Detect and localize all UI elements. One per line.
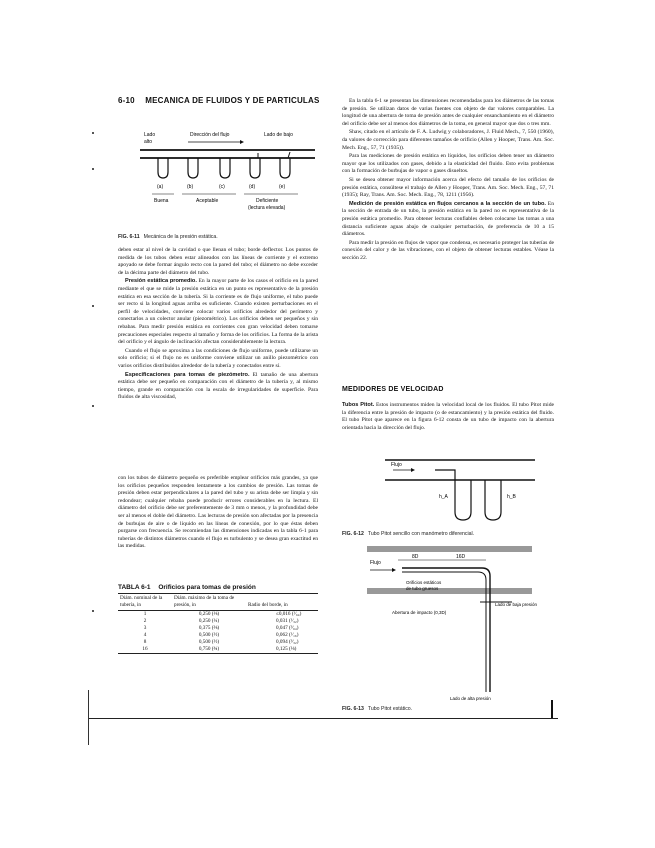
manometer-u-tube bbox=[455, 480, 471, 520]
table-cell: 8 bbox=[143, 639, 147, 645]
table-row bbox=[118, 611, 318, 619]
page-number: 6-10 bbox=[118, 96, 135, 105]
figure-6-13-pitot-static-tube bbox=[362, 542, 537, 702]
scan-right-mark bbox=[551, 700, 553, 718]
fig13-flow-label: Flujo bbox=[370, 560, 381, 566]
figure-6-11-pressure-taps bbox=[130, 122, 320, 234]
fig13-high-side: Lado de alta presión bbox=[450, 696, 491, 701]
table-header: Diám. nominal de la tubería, in bbox=[118, 594, 172, 611]
table-row bbox=[118, 625, 318, 632]
paragraph bbox=[118, 372, 318, 402]
impact-tube bbox=[435, 470, 455, 480]
scan-speck bbox=[92, 305, 94, 307]
tap-a bbox=[158, 158, 168, 178]
fig11-label-low: Lado de bajo bbox=[264, 132, 293, 138]
paragraph: Cuando el flujo se aproxima a las condiciones de flujo uniforme, puede utilizarse un solo orificio; si el flujo no es uniforme conviene utilizar un anillo piezométrico con varios orificios distribuidos alrededor de la tubería y conectados entre sí. bbox=[118, 347, 318, 369]
scan-speck bbox=[92, 132, 94, 134]
table-row bbox=[118, 646, 318, 654]
paragraph: Si se desea obtener mayor información acerca del efecto del tamaño de los orificios de presión estática, consúltese el trabajo de Allen y Hooper, Trans. Am. Soc. Mech. Eng., 57, 71 (1935); Ray, Trans. Am. Soc. Mech. Eng., 78, 1211 (1956). bbox=[342, 176, 554, 199]
figure-6-11-caption bbox=[118, 234, 218, 240]
table-cell: 0,047 (³⁄₆₄) bbox=[276, 625, 299, 631]
table-cell: 16 bbox=[118, 646, 172, 654]
paragraph-body: El tamaño de una abertura estática debe ser pequeño en comparación con el diámetro de la tubería y, al mismo tiempo, grande en comparación con la escala de irregularidades de superficie. Para fluidos de alta viscosidad, bbox=[118, 371, 318, 401]
fig11-tap-c-label: (c) bbox=[219, 184, 225, 190]
left-column-text-1 bbox=[118, 247, 318, 403]
paragraph bbox=[118, 278, 318, 346]
table-cell: 0,250 (¼) bbox=[198, 618, 220, 624]
fig12-flow-label: Flujo bbox=[391, 462, 402, 468]
table-header: Diám. máximo de la toma de presión, in bbox=[172, 594, 246, 611]
paragraph-body: En la mayor parte de los casos el orificio en la pared mediante el que se mide la presión estática en un punto es representativo de la presión estática en esa sección de la tubería. Si la corriente es de flujo uniforme, el tubo puede ser recto si la longitud aguas arriba es suficiente. Cuando existen perturbaciones en el perfil de velocidades, conviene colocar varios orificios alrededor del perímetro y conectarlos a un colector anular (piezométrico). Los orificios deben ser pequeños y sin rebabas. Para medir presión estática en corrientes con gran velocidad deben tomarse precauciones especiales respecto al tamaño y forma de los orificios. La forma de la arista del orificio y el ángulo de inclinación afectan considerablemente la lectura. bbox=[118, 278, 318, 346]
run-in-heading: Tubos Pitot. bbox=[342, 402, 375, 408]
table-cell: 0,094 (³⁄₃₂) bbox=[276, 639, 299, 645]
table-6-1 bbox=[118, 593, 318, 654]
figure-6-11-caption-number: FIG. 6-11 bbox=[118, 234, 140, 240]
fig11-group-deficient: Deficiente bbox=[256, 198, 279, 204]
page-header bbox=[118, 96, 320, 105]
pipe-wall-top bbox=[367, 546, 532, 552]
table-cell: 0,500 (½) bbox=[198, 639, 220, 645]
pipe-wall-bottom bbox=[367, 588, 532, 594]
table-cell: 0,500 (½) bbox=[198, 632, 220, 638]
fig11-tap-d-label: (d) bbox=[249, 184, 256, 190]
tap-b bbox=[188, 158, 198, 178]
table-cell: 0,031 (¹⁄₃₂) bbox=[276, 618, 299, 624]
fig13-static-holes: Orificios estáticos bbox=[406, 580, 442, 585]
page-bottom-rule bbox=[88, 718, 558, 719]
figure-6-12-caption-text: Tubo Pitot sencillo con manómetro diferencial. bbox=[367, 531, 475, 537]
table-cell: 0,062 (¹⁄₁₆) bbox=[276, 632, 299, 638]
table-cell: 0,125 (⅛) bbox=[246, 646, 318, 654]
table-cell: ≤0,016 (¹⁄₆₄) bbox=[276, 611, 302, 617]
fig11-label-direction: Dirección del flujo bbox=[190, 132, 230, 138]
figure-6-13-caption bbox=[342, 706, 412, 712]
tap-c bbox=[220, 158, 230, 178]
scan-left-edge bbox=[88, 690, 89, 745]
run-in-heading: Medición de presión estática en flujos cercanos a la sección de un tubo. bbox=[349, 200, 546, 207]
running-title: MECANICA DE FLUIDOS Y DE PARTICULAS bbox=[145, 96, 320, 105]
fig11-group-deficient-2: (lectura elevada) bbox=[248, 205, 286, 211]
figure-6-12-pitot-tube bbox=[375, 452, 545, 532]
table-cell: 4 bbox=[143, 632, 147, 638]
figure-6-12-caption-number: FIG. 6-12 bbox=[342, 531, 364, 537]
table-number: TABLA 6-1 bbox=[118, 584, 151, 591]
fig13-dim-16d: 16D bbox=[456, 554, 466, 560]
paragraph: Shaw, citado en el artículo de F. A. Ludwig y colaboradores, J. Fluid Mech., 7, 550 (1960), da valores de corrección para diferentes tamaños de orificio (Allen y Hooper, Trans. Am. Soc. Mech. Eng., 57, 71 (1935)). bbox=[342, 129, 554, 151]
fig11-group-acceptable: Aceptable bbox=[196, 198, 219, 204]
table-row bbox=[118, 618, 318, 625]
table-cell: 0,250 (⅛) bbox=[198, 611, 220, 617]
table-header: Radio del borde, in bbox=[246, 594, 318, 611]
fig13-low-side: Lado de baja presión bbox=[495, 602, 537, 607]
fig13-dim-8d: 8D bbox=[412, 554, 419, 560]
paragraph: Para las mediciones de presión estática en líquidos, los orificios deben tener un diámetro mayor que los utilizados con gases, debido a la elasticidad del fluido. Esto evita problemas con la formación de burbujas de vapor o gases disueltos. bbox=[342, 153, 554, 175]
fig12-right-label: h_B bbox=[507, 494, 516, 500]
fig12-left-label: h_A bbox=[439, 494, 448, 500]
fig11-group-good: Buena bbox=[154, 198, 169, 204]
paragraph bbox=[342, 402, 554, 432]
paragraph: deben estar al nivel de la cavidad o que llenan el tubo; borde deflector. Los puntos de medida de los tubos deben estar alineados con las líneas de corriente y el extremo apoyado se debe formar ángulo recto con la pared del tubo; el diámetro no debe exceder de la décima parte del diámetro del tubo. bbox=[118, 247, 318, 276]
table-6-1-title bbox=[118, 584, 256, 591]
scan-speck bbox=[92, 168, 94, 170]
figure-6-12-caption bbox=[342, 531, 474, 537]
fig11-label-high: Lado bbox=[144, 132, 156, 138]
run-in-heading: Presión estática promedio. bbox=[125, 278, 197, 285]
flow-direction-arrowhead bbox=[240, 140, 244, 144]
fig11-label-high-2: alto bbox=[144, 139, 153, 145]
paragraph-body: Estos instrumentos miden la velocidad local de los fluidos. El tubo Pitot mide la diferencia entre la presión de impacto (o de estancamiento) y la presión estática del fluido. El tubo Pitot que aparece en la figura 6-12 consta de un tubo de impacto con la abertura orientada hacia la dirección del flujo. bbox=[342, 402, 554, 431]
tap-e bbox=[280, 158, 290, 178]
fig11-tap-b-label: (b) bbox=[187, 184, 194, 190]
table-caption: Orificios para tomas de presión bbox=[158, 584, 256, 591]
table-cell: 2 bbox=[143, 618, 147, 624]
figure-6-13-caption-text: Tubo Pitot estático. bbox=[367, 706, 413, 712]
fig13-impact-side: Abertura de impacto (0,3D) bbox=[392, 610, 447, 615]
run-in-heading: Especificaciones para tomas de piezómetro. bbox=[125, 371, 250, 378]
table-cell: 1 bbox=[143, 611, 147, 617]
paragraph: con los tubos de diámetro pequeño es preferible emplear orificios más grandes, ya que los orificios pequeños responden lentamente a los cambios de presión. Las tomas de presión deben estar perpendiculares a la pared del tubo y su arista debe ser limpia y sin redondear; cualquier rebaba puede producir errores considerables en la lectura. El diámetro del orificio debe ser preferentemente de 3 mm o menos, y la profundidad debe ser al menos el doble del diámetro. Las lecturas de presión son afectadas por la presencia de burbujas de aire o de líquido en las líneas de conexión, por lo que éstas deben purgarse con frecuencia. Se recomiendan las dimensiones indicadas en la tabla 6-1 para tuberías de distintos diámetros cuando el flujo es turbulento y se desea gran exactitud en las medidas. bbox=[118, 475, 318, 550]
tap-d bbox=[250, 158, 260, 178]
figure-6-13-caption-number: FIG. 6-13 bbox=[342, 706, 364, 712]
table-cell: 3 bbox=[143, 625, 147, 631]
fig13-static-holes-2: de tubo gruesos bbox=[406, 586, 439, 591]
fig11-tap-a-label: (a) bbox=[157, 184, 164, 190]
fig11-tap-e-label: (e) bbox=[279, 184, 286, 190]
static-u-tube bbox=[485, 480, 501, 520]
table-row bbox=[118, 632, 318, 639]
paragraph: En la tabla 6-1 se presentan las dimensiones recomendadas para los diámetros de las tomas de presión. Se utilizan datos de varias fuentes con objeto de dar valores comparables. La longitud de una abertura de toma de presión antes de cualquier ensanchamiento en el diámetro del orificio debe ser al menos dos diámetros de la toma, en general mayor que dos o tres mm. bbox=[342, 98, 554, 127]
paragraph bbox=[342, 201, 554, 239]
right-column-text-2 bbox=[342, 402, 554, 433]
table-cell: 0,375 (⅜) bbox=[198, 625, 220, 631]
left-column-text-2 bbox=[118, 475, 318, 552]
table-row bbox=[118, 639, 318, 646]
paragraph: Para medir la presión en flujos de vapor que condensa, es necesario proteger las tuberías de conexión del calor y de las vibraciones, con el objeto de obtener lecturas estables. Véase la sección 22. bbox=[342, 239, 554, 261]
table-cell: 0,750 (¾) bbox=[172, 646, 246, 654]
figure-6-11-caption-text: Mecánica de la presión estática. bbox=[143, 234, 218, 240]
flow-arrowhead bbox=[411, 468, 415, 472]
flow-arrowhead bbox=[392, 568, 396, 572]
scan-speck bbox=[92, 405, 94, 407]
paragraph-body: En la sección de entrada de un tubo, la presión estática en la pared no es representativa de la presión estática promedio. Para obtener lecturas confiables deben colocarse las tomas a una distancia suficiente aguas abajo de cualquier perturbación, de preferencia de 10 a 15 diámetros. bbox=[342, 200, 554, 238]
scan-speck bbox=[92, 610, 94, 612]
section-heading: MEDIDORES DE VELOCIDAD bbox=[342, 386, 444, 393]
right-column-text-1 bbox=[342, 98, 554, 263]
